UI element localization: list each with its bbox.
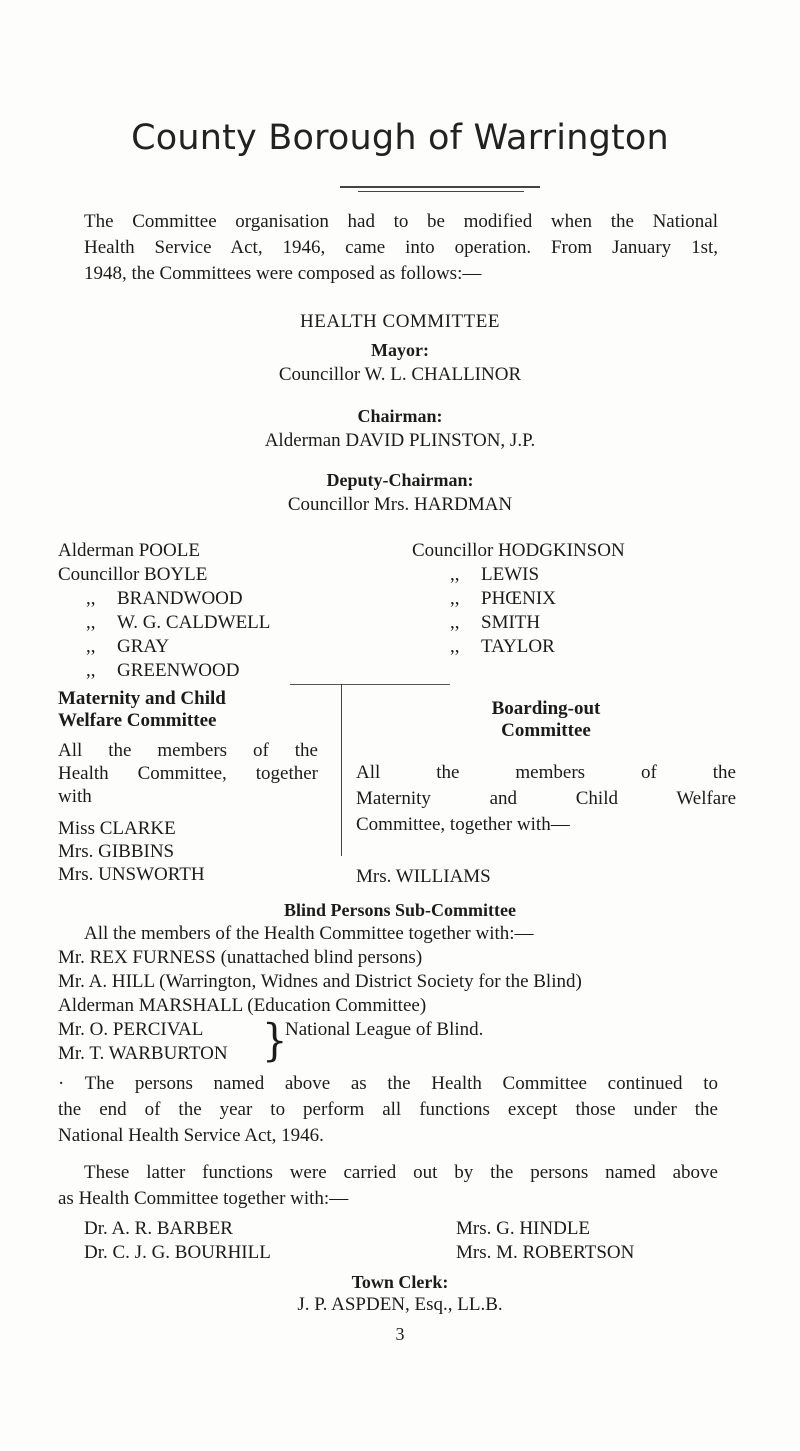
- latter-line-2: as Health Committee together with:—: [58, 1188, 349, 1209]
- brace-glyph: }: [262, 1015, 288, 1067]
- member-right-5: ,, TAYLOR: [450, 636, 555, 657]
- boarding-member: Mrs. WILLIAMS: [356, 866, 491, 887]
- member-right-3: ,, PHŒNIX: [450, 588, 556, 609]
- member-left-1: Alderman POOLE: [58, 540, 200, 561]
- title-rule-2: [358, 191, 524, 192]
- blind-line-5: Mr. O. PERCIVAL: [58, 1019, 204, 1040]
- town-clerk-name: J. P. ASPDEN, Esq., LL.B.: [297, 1294, 503, 1315]
- member-hindle: Mrs. G. HINDLE: [456, 1218, 591, 1239]
- maternity-member-1: Miss CLARKE: [58, 818, 176, 839]
- boarding-title-2: Committee: [501, 720, 591, 741]
- maternity-text-3: with: [58, 786, 92, 807]
- continued-line-1: · The persons named above as the Health Committee continued to: [58, 1073, 718, 1094]
- member-left-3: ,, BRANDWOOD: [86, 588, 243, 609]
- member-robertson: Mrs. M. ROBERTSON: [456, 1242, 635, 1263]
- maternity-title-1: Maternity and Child: [58, 688, 226, 709]
- intro-line-3: 1948, the Committees were composed as follows:—: [84, 263, 482, 284]
- intro-line-2: Health Service Act, 1946, came into operation. From January 1st,: [84, 237, 718, 258]
- continued-line-2: the end of the year to perform all functions except those under the: [58, 1099, 718, 1120]
- blind-line-4: Alderman MARSHALL (Education Committee): [58, 995, 427, 1016]
- latter-line-1: These latter functions were carried out by the persons named above: [84, 1162, 718, 1183]
- league-text: National League of Blind.: [285, 1019, 484, 1040]
- maternity-member-3: Mrs. UNSWORTH: [58, 864, 205, 885]
- blind-line-1: All the members of the Health Committee together with:—: [84, 923, 534, 944]
- maternity-text-2: Health Committee, together: [58, 763, 318, 784]
- page-number: 3: [395, 1324, 405, 1344]
- maternity-title-2: Welfare Committee: [58, 710, 217, 731]
- blind-line-2: Mr. REX FURNESS (unattached blind persons): [58, 947, 423, 968]
- deputy-chairman-name: Councillor Mrs. HARDMAN: [287, 494, 513, 515]
- blind-heading: Blind Persons Sub-Committee: [283, 900, 516, 920]
- member-left-6: ,, GREENWOOD: [86, 660, 240, 681]
- maternity-member-2: Mrs. GIBBINS: [58, 841, 175, 862]
- doctor-1: Dr. A. R. BARBER: [84, 1218, 233, 1239]
- member-right-1: Councillor HODGKINSON: [412, 540, 625, 561]
- page-title: County Borough of Warrington: [131, 118, 669, 158]
- member-left-2: Councillor BOYLE: [58, 564, 208, 585]
- health-committee-heading: HEALTH COMMITTEE: [300, 311, 500, 332]
- intro-line-1: The Committee organisation had to be modified when the National: [84, 211, 718, 232]
- title-rule: [340, 186, 540, 188]
- maternity-text-1: All the members of the: [58, 740, 318, 761]
- doctor-2: Dr. C. J. G. BOURHILL: [84, 1242, 271, 1263]
- section-divider: [290, 684, 450, 685]
- mayor-name: Councillor W. L. CHALLINOR: [278, 364, 522, 385]
- member-left-5: ,, GRAY: [86, 636, 170, 657]
- member-right-2: ,, LEWIS: [450, 564, 540, 585]
- deputy-chairman-label: Deputy-Chairman:: [326, 470, 474, 490]
- continued-line-3: National Health Service Act, 1946.: [58, 1125, 324, 1146]
- town-clerk-label: Town Clerk:: [351, 1272, 449, 1292]
- blind-line-3: Mr. A. HILL (Warrington, Widnes and District Society for the Blind): [58, 971, 582, 992]
- column-divider: [341, 684, 342, 856]
- mayor-label: Mayor:: [371, 340, 429, 360]
- boarding-text-3: Committee, together with—: [356, 814, 570, 835]
- member-left-4: ,, W. G. CALDWELL: [86, 612, 271, 633]
- chairman-label: Chairman:: [357, 406, 443, 426]
- boarding-text-2: Maternity and Child Welfare: [356, 788, 736, 809]
- boarding-title-1: Boarding-out: [491, 698, 601, 719]
- member-right-4: ,, SMITH: [450, 612, 541, 633]
- boarding-text-1: All the members of the: [356, 762, 736, 783]
- chairman-name: Alderman DAVID PLINSTON, J.P.: [264, 430, 536, 451]
- blind-line-6: Mr. T. WARBURTON: [58, 1043, 228, 1064]
